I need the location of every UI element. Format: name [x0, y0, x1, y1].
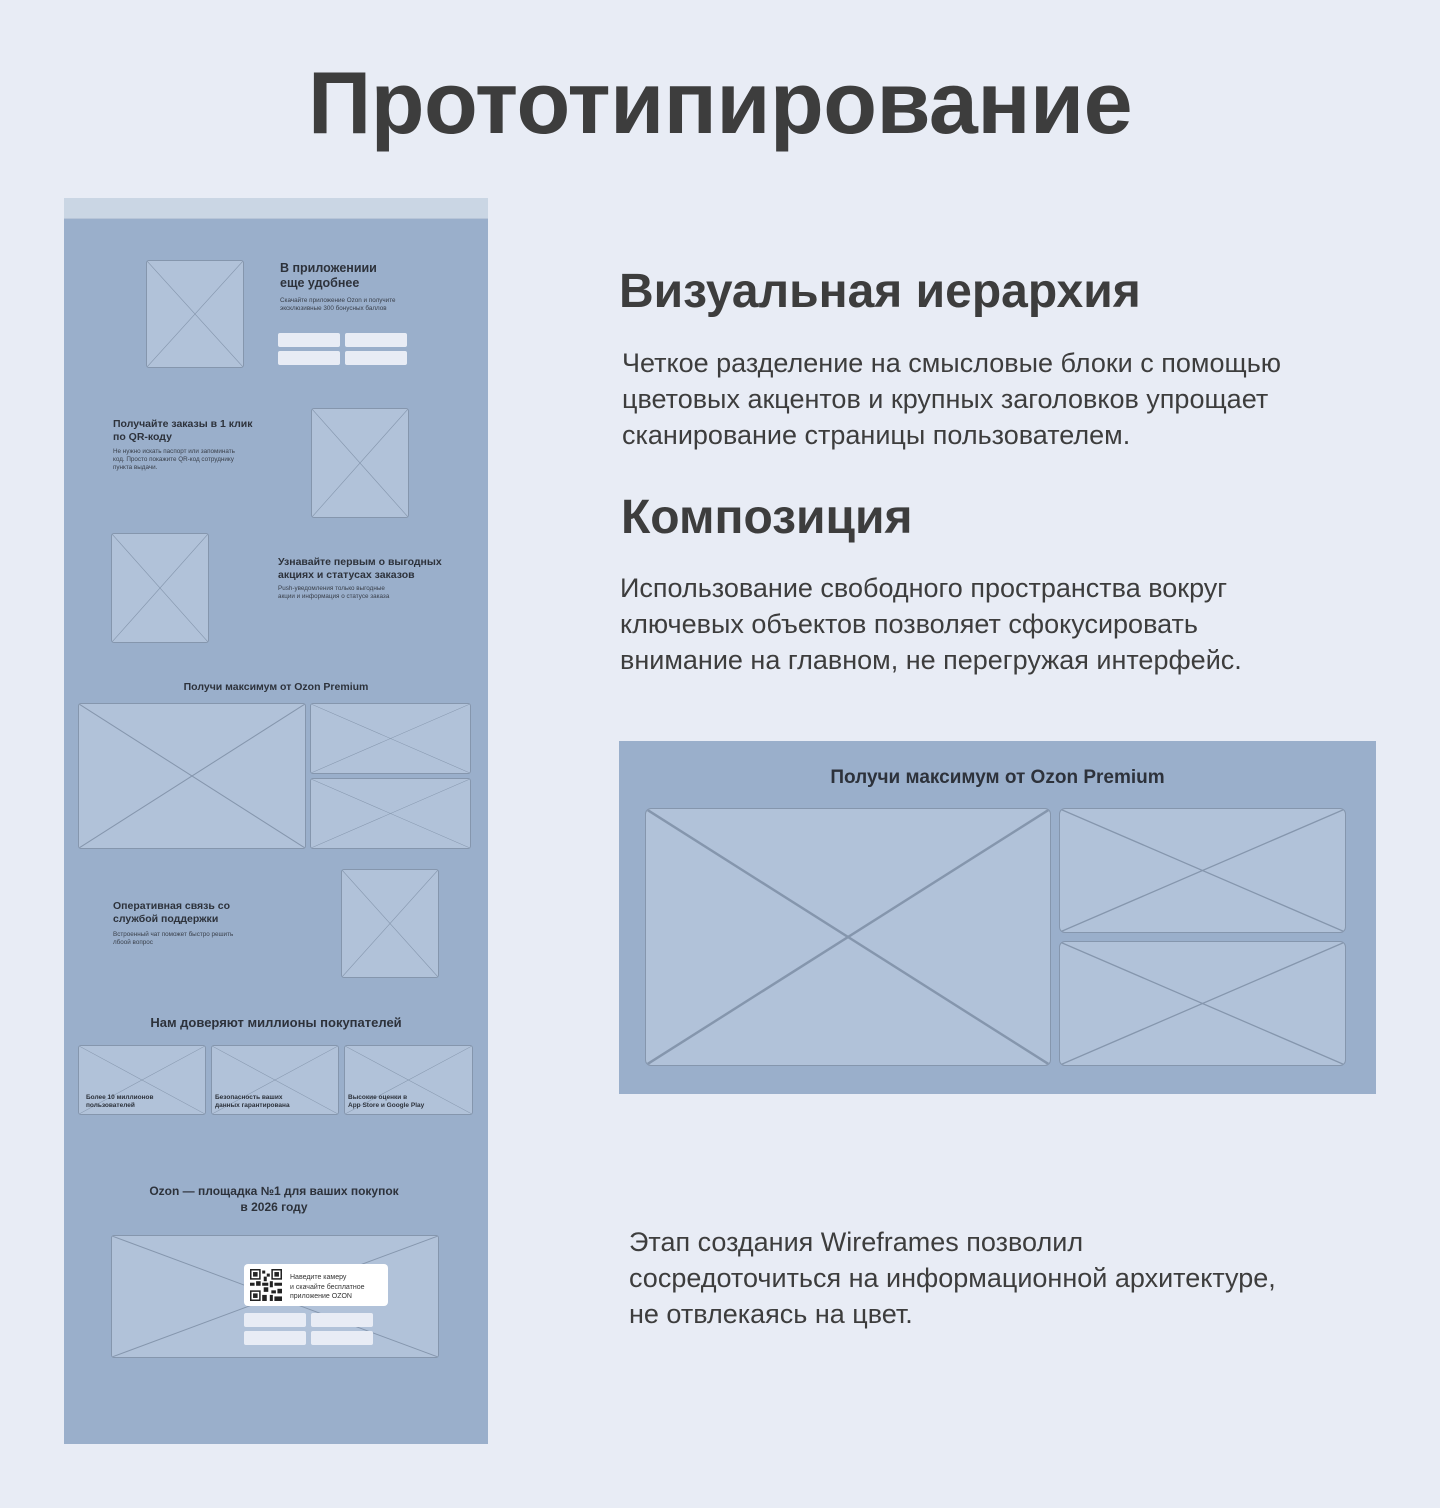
image-placeholder: [1059, 941, 1346, 1066]
image-placeholder: [146, 260, 244, 368]
composition-title: Композиция: [621, 491, 913, 544]
qr-code-icon: [250, 1269, 282, 1301]
conclusion-text: Этап создания Wireframes позволил сосредоточиться на информационной архитектуре, не отвлекаясь на цвет.: [629, 1227, 1276, 1329]
footer-block-title: Ozon — площадка №1 для ваших покупок в 2026 году: [149, 1184, 399, 1214]
demo-title: Получи максимум от Ozon Premium: [830, 767, 1165, 788]
qr-card-text: Наведите камеру и скачайте бесплатное приложение OZON: [290, 1274, 365, 1300]
qr-block-desc: Не нужно искать паспорт или запоминать код. Просто покажите QR-код сотруднику пункта выдачи.: [113, 448, 235, 472]
qr-card: [244, 1264, 388, 1306]
image-placeholder: [111, 533, 209, 643]
trust-block-title: Нам доверяют миллионы покупателей: [150, 1015, 402, 1030]
push-block-desc: Push-уведомления только выгодные акции и информация о статусе заказа: [278, 585, 390, 601]
page-title: Прототипирование: [307, 53, 1133, 152]
appgallery-button[interactable]: [244, 1331, 306, 1345]
support-block-title: Оперативная связь со службой поддержки: [113, 900, 231, 925]
appgallery-button[interactable]: [278, 351, 340, 365]
trust-card: Безопасность ваших данных гарантирована: [211, 1045, 339, 1115]
image-placeholder: [645, 808, 1051, 1066]
qr-block-title: Получайте заказы в 1 клик по QR-коду: [113, 418, 253, 443]
google-play-button[interactable]: [345, 333, 407, 347]
google-play-button[interactable]: [311, 1313, 373, 1327]
image-placeholder: [311, 408, 409, 518]
wireframe-header-bar: [64, 198, 488, 219]
image-placeholder: [78, 703, 306, 849]
hierarchy-title: Визуальная иерархия: [619, 265, 1141, 318]
premium-block-title: Получи максимум от Ozon Premium: [183, 681, 369, 693]
trust-card: Более 10 миллионов пользователей: [78, 1045, 206, 1115]
trust-card: Высокие оценки в App Store и Google Play: [344, 1045, 473, 1115]
image-placeholder: [1059, 808, 1346, 933]
push-block-title: Узнавайте первым о выгодных акциях и статусах заказов: [278, 556, 442, 581]
app-block-title: В приложениии еще удобнее: [280, 261, 377, 290]
image-placeholder: [341, 869, 439, 978]
app-store-button[interactable]: [278, 333, 340, 347]
wireframe-panel: [64, 198, 488, 1444]
composition-text: Использование свободного пространства вокруг ключевых объектов позволяет сфокусировать внимание на главном, не перегружая интерфейс.: [620, 573, 1242, 675]
app-block-desc: Скачайте приложение Ozon и получите эксклюзивные 300 бонусных баллов: [280, 297, 396, 313]
image-placeholder: [310, 778, 471, 849]
image-placeholder: [310, 703, 471, 774]
rustore-button[interactable]: [345, 351, 407, 365]
rustore-button[interactable]: [311, 1331, 373, 1345]
app-store-button[interactable]: [244, 1313, 306, 1327]
support-block-desc: Встроенный чат поможет быстро решить лбоой вопрос: [113, 931, 234, 947]
hierarchy-text: Четкое разделение на смысловые блоки с помощью цветовых акцентов и крупных заголовков упрощает сканирование страницы пользователем.: [622, 348, 1282, 450]
composition-demo-panel: [619, 741, 1376, 1094]
